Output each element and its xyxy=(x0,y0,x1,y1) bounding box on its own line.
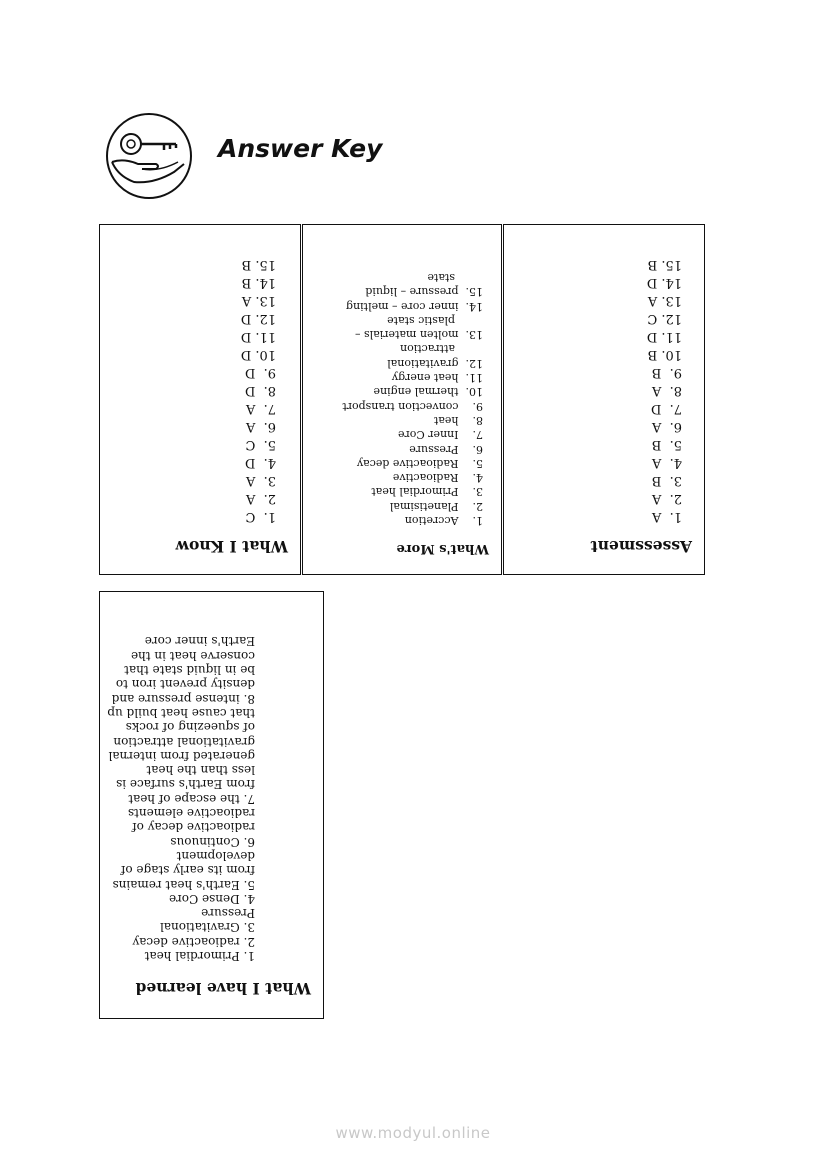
list-item: 3. B xyxy=(651,473,682,488)
list-item: 12. C xyxy=(647,311,682,326)
list-item: 4. Dense Core xyxy=(168,891,255,906)
list-item: state xyxy=(427,270,483,284)
list-item: 4. D xyxy=(244,455,276,470)
list-item: 8. A xyxy=(651,383,682,398)
list-item: generated from internal xyxy=(108,748,255,763)
list-item: plastic state xyxy=(387,313,483,327)
list-item: 3. Gravitational xyxy=(160,920,255,935)
what-i-know-list xyxy=(114,255,288,525)
list-item: 13. molten materials – xyxy=(355,328,483,342)
list-item: 1. Accretion xyxy=(404,514,483,527)
list-item: 15. pressure – liquid xyxy=(365,285,483,299)
what-i-have-learned-list xyxy=(107,634,311,963)
list-item: 13. A xyxy=(241,293,276,308)
list-item: 5. Earth's heat remains xyxy=(112,877,255,892)
list-item: less than the heat xyxy=(146,763,255,778)
whats-more-list xyxy=(317,270,489,527)
list-item: 10. thermal engine xyxy=(373,385,483,399)
list-item: 11. D xyxy=(240,329,276,344)
list-item: 8. D xyxy=(244,383,276,398)
what-i-know-box xyxy=(99,224,301,575)
watermark: www.modyul.online xyxy=(335,1124,491,1142)
list-item: 5. B xyxy=(651,437,682,452)
list-item: 7. Inner Core xyxy=(397,428,483,442)
page-title: Answer Key xyxy=(218,134,383,163)
list-item: development xyxy=(176,848,255,863)
list-item: of squeezing of rocks xyxy=(125,720,255,735)
list-item: Earth's inner core xyxy=(144,634,255,649)
assessment-box xyxy=(503,224,705,575)
list-item: 2. radioactive decay xyxy=(132,934,255,949)
key-in-hand-icon xyxy=(104,112,194,200)
whats-more-box xyxy=(302,224,502,575)
whats-more-heading: What's More xyxy=(396,541,489,556)
list-item: 12. gravitational xyxy=(387,356,483,370)
list-item: 8. heat xyxy=(433,413,483,427)
what-i-know-heading: What I Know xyxy=(175,537,288,556)
list-item: from Earth's surface is xyxy=(116,777,255,792)
list-item: 14. inner core – melting xyxy=(345,299,483,313)
list-item: 9. convection transport xyxy=(342,399,483,413)
list-item: 7. A xyxy=(245,401,276,416)
list-item: 10. D xyxy=(240,347,276,362)
list-item: 14. B xyxy=(241,275,276,290)
what-i-have-learned-box xyxy=(99,591,324,1019)
list-item: 14. D xyxy=(646,275,682,290)
list-item: 15. B xyxy=(647,257,682,272)
list-item: 1. A xyxy=(651,509,682,524)
assessment-list xyxy=(518,255,692,525)
list-item: Pressure xyxy=(201,906,255,921)
assessment-heading: Assessment xyxy=(590,537,692,556)
list-item: from its early stage of xyxy=(120,863,255,878)
list-item: 3. Primordial heat xyxy=(371,485,483,499)
list-item: radioactive elements xyxy=(127,806,255,821)
list-item: 13. A xyxy=(647,293,682,308)
list-item: 7. the escape of heat xyxy=(128,791,255,806)
list-item: 6. A xyxy=(245,419,276,434)
list-item: 5. Radioactive decay xyxy=(356,456,483,470)
list-item: 6. A xyxy=(651,419,682,434)
list-item: 1. Primordial heat xyxy=(144,949,255,963)
list-item: 11. D xyxy=(646,329,682,344)
list-item: 8. intense pressure and xyxy=(111,691,255,706)
list-item: 6. Continuous xyxy=(170,834,255,849)
list-item: 12. D xyxy=(240,311,276,326)
list-item: 9. B xyxy=(651,365,682,380)
list-item: attraction xyxy=(400,342,483,356)
list-item: 2. A xyxy=(245,491,276,506)
list-item: 2. A xyxy=(651,491,682,506)
list-item: 5. C xyxy=(245,437,276,452)
list-item: 10. B xyxy=(647,347,682,362)
list-item: 2. Planetisimal xyxy=(389,499,483,513)
list-item: gravitational attraction xyxy=(113,734,255,749)
what-i-have-learned-heading: What I have learned xyxy=(135,979,311,998)
list-item: 3. A xyxy=(245,473,276,488)
list-item: radioactive decay of xyxy=(132,820,255,835)
list-item: 4. Radioactive xyxy=(392,471,483,485)
list-item: density prevent iron to xyxy=(115,677,255,692)
list-item: be in liquid state that xyxy=(124,663,255,678)
list-item: 1. C xyxy=(245,509,276,524)
list-item: that cause heat build up xyxy=(107,705,255,720)
list-item: 6. Pressure xyxy=(409,442,483,456)
list-item: 4. A xyxy=(651,455,682,470)
list-item: 15. B xyxy=(241,257,276,272)
list-item: 7. D xyxy=(650,401,682,416)
list-item: 9. D xyxy=(244,365,276,380)
list-item: 11. heat energy xyxy=(391,371,483,385)
list-item: conserve heat in the xyxy=(130,648,255,663)
